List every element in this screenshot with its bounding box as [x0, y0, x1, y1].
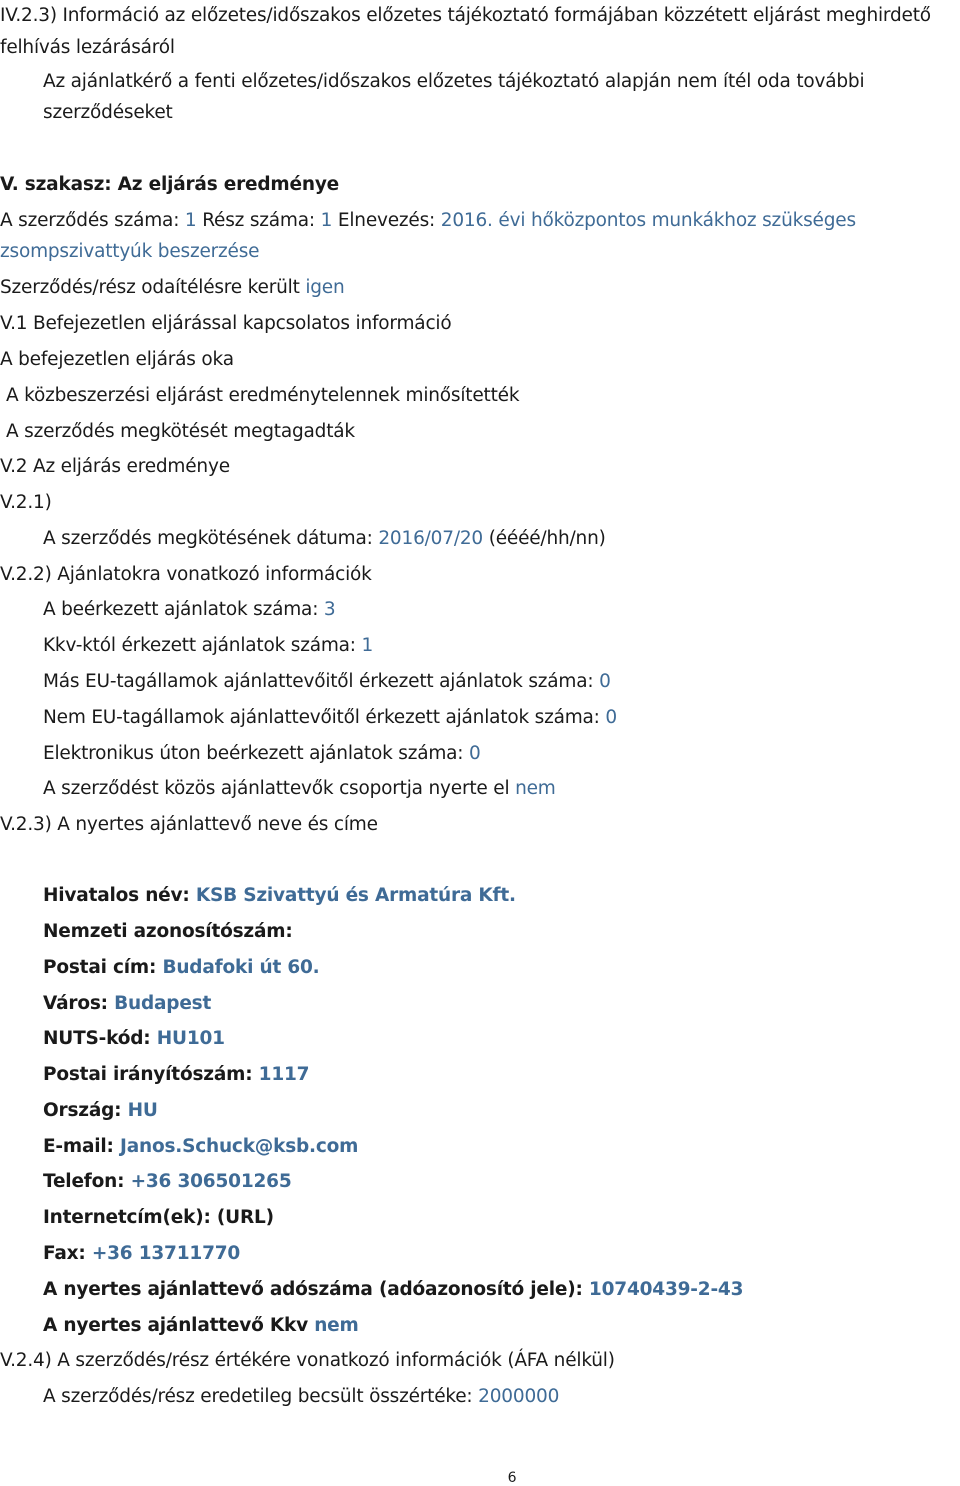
iv23-heading-line2: felhívás lezárásáról — [0, 37, 175, 58]
country-value: HU — [127, 1100, 158, 1121]
nuts-line: NUTS-kód: HU101 — [43, 1028, 225, 1049]
v24-heading: V.2.4) A szerződés/rész értékére vonatkozó információk (ÁFA nélkül) — [0, 1350, 615, 1371]
estimated-value-line: A szerződés/rész eredetileg becsült összértéke: 2000000 — [43, 1386, 560, 1407]
taxno-line: A nyertes ajánlattevő adószáma (adóazonosító jele): 10740439-2-43 — [43, 1279, 744, 1300]
contract-date: 2016/07/20 — [378, 528, 483, 549]
internet-line: Internetcím(ek): (URL) — [43, 1207, 274, 1228]
v1-heading: V.1 Befejezetlen eljárással kapcsolatos információ — [0, 313, 452, 334]
sme-offers-value: 1 — [361, 635, 374, 656]
email-value: Janos.Schuck@ksb.com — [120, 1136, 359, 1157]
iv23-statement-line2: szerződéseket — [43, 102, 173, 123]
page-number: 6 — [507, 1470, 517, 1486]
iv23-statement-line1: Az ajánlatkérő a fenti előzetes/időszakos előzetes tájékoztató alapján nem ítél oda további — [43, 71, 865, 92]
taxno-value: 10740439-2-43 — [588, 1279, 744, 1300]
fax-line: Fax: +36 13711770 — [43, 1243, 241, 1264]
electronic-offers-value: 0 — [469, 743, 481, 764]
v23-heading: V.2.3) A nyertes ajánlattevő neve és címe — [0, 814, 378, 835]
eu-offers-value: 0 — [599, 671, 611, 692]
v2-heading: V.2 Az eljárás eredménye — [0, 456, 230, 477]
postal-address-value: Budafoki út 60. — [162, 957, 320, 978]
noneu-offers-value: 0 — [605, 707, 617, 728]
awarded-value: igen — [305, 277, 345, 298]
winner-sme-value: nem — [314, 1315, 359, 1336]
postcode-line: Postai irányítószám: 1117 — [43, 1064, 310, 1085]
awarded-line: Szerződés/rész odaítélésre került igen — [0, 277, 345, 298]
group-award-value: nem — [515, 778, 556, 799]
estimated-value: 2000000 — [478, 1386, 560, 1407]
noneu-offers-line: Nem EU-tagállamok ajánlattevőitől érkezett ajánlatok száma: 0 — [43, 707, 617, 728]
v1-reason-label: A befejezetlen eljárás oka — [0, 349, 234, 370]
country-line: Ország: HU — [43, 1100, 158, 1121]
email-line: E-mail: Janos.Schuck@ksb.com — [43, 1136, 359, 1157]
eu-offers-line: Más EU-tagállamok ajánlattevőitől érkezett ajánlatok száma: 0 — [43, 671, 611, 692]
iv23-heading-line1: IV.2.3) Információ az előzetes/időszakos előzetes tájékoztató formájában közzétett eljárást meghirdető — [0, 5, 931, 26]
v21-heading: V.2.1) — [0, 492, 52, 513]
winner-sme-line: A nyertes ajánlattevő Kkv nem — [43, 1315, 359, 1336]
v1-reason-1: A közbeszerzési eljárást eredménytelennek minősítették — [6, 385, 520, 406]
city-value: Budapest — [114, 993, 212, 1014]
fax-value: +36 13711770 — [91, 1243, 241, 1264]
contract-name: 2016. évi hőközpontos munkákhoz szükséges — [440, 210, 856, 231]
contract-name-continued: zsompszivattyúk beszerzése — [0, 241, 260, 262]
nuts-value: HU101 — [156, 1028, 225, 1049]
phone-value: +36 306501265 — [130, 1171, 292, 1192]
postal-address-line: Postai cím: Budafoki út 60. — [43, 957, 320, 978]
received-offers-line: A beérkezett ajánlatok száma: 3 — [43, 599, 336, 620]
national-id-line: Nemzeti azonosítószám: — [43, 921, 293, 942]
contract-info-line: A szerződés száma: 1 Rész száma: 1 Elnevezés: 2016. évi hőközpontos munkákhoz szükséges — [0, 210, 856, 231]
contract-date-line: A szerződés megkötésének dátuma: 2016/07/20 (éééé/hh/nn) — [43, 528, 606, 549]
contract-number: 1 — [184, 210, 197, 231]
phone-line: Telefon: +36 306501265 — [43, 1171, 292, 1192]
electronic-offers-line: Elektronikus úton beérkezett ajánlatok száma: 0 — [43, 743, 481, 764]
group-award-line: A szerződést közös ajánlattevők csoportja nyerte el nem — [43, 778, 556, 799]
part-number: 1 — [320, 210, 333, 231]
section5-heading: V. szakasz: Az eljárás eredménye — [0, 174, 340, 195]
sme-offers-line: Kkv-któl érkezett ajánlatok száma: 1 — [43, 635, 374, 656]
city-line: Város: Budapest — [43, 993, 212, 1014]
v1-reason-2: A szerződés megkötését megtagadták — [6, 421, 355, 442]
official-name-value: KSB Szivattyú és Armatúra Kft. — [195, 885, 516, 906]
received-offers-value: 3 — [323, 599, 336, 620]
official-name-line: Hivatalos név: KSB Szivattyú és Armatúra Kft. — [43, 885, 516, 906]
v22-heading: V.2.2) Ajánlatokra vonatkozó információk — [0, 564, 372, 585]
postcode-value: 1117 — [258, 1064, 310, 1085]
